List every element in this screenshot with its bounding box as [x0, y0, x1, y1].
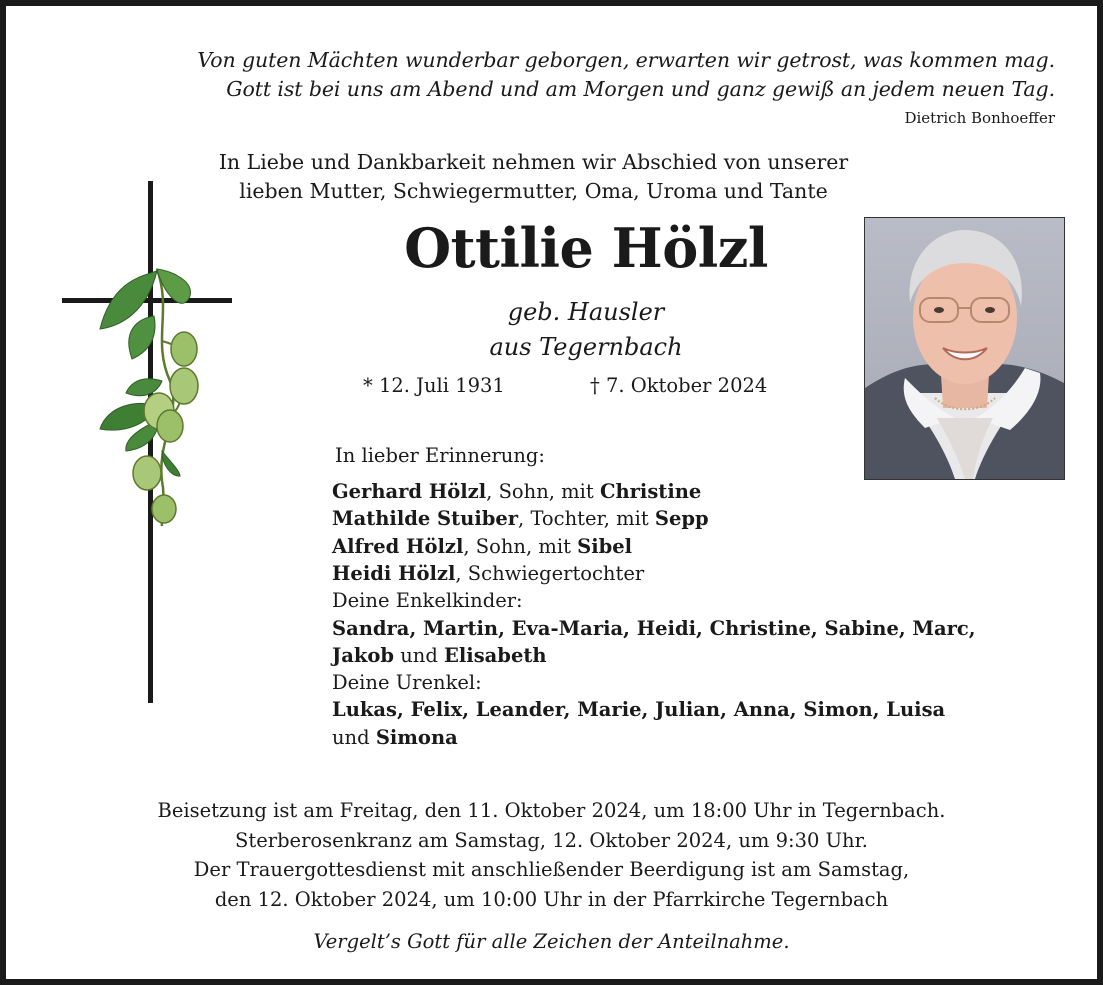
- thanks-line: Vergelt’s Gott für alle Zeichen der Anteilnahme.: [313, 930, 790, 953]
- relation: , Tochter, mit: [518, 507, 655, 531]
- grandchild-name: Jakob: [332, 643, 395, 667]
- death-date: † 7. Oktober 2024: [590, 374, 768, 397]
- great-grandchildren-label: Deine Urenkel:: [332, 671, 482, 695]
- relative-name: Heidi Hölzl: [332, 561, 456, 585]
- grandchildren-line: Sandra, Martin, Eva-Maria, Heidi, Christine, Sabine, Marc,: [332, 616, 976, 640]
- portrait-photo: [864, 217, 1065, 480]
- conjunction: und: [394, 643, 445, 667]
- partner-name: Sepp: [654, 507, 709, 531]
- funeral-details: [0, 796, 1103, 914]
- quote-author: Dietrich Bonhoeffer: [904, 109, 1055, 127]
- grandchildren-names: [332, 615, 976, 642]
- relation: , Schwiegertochter: [455, 561, 645, 585]
- relative-row: [332, 505, 709, 532]
- quote-line-2: Gott ist bei uns am Abend und am Morgen und ganz gewiß an jedem neuen Tag.: [226, 77, 1055, 101]
- relation: , Sohn, mit: [486, 480, 600, 503]
- relative-name: Mathilde Stuiber: [332, 507, 519, 531]
- quote-line-1: Von guten Mächten wunderbar geborgen, erwarten wir getrost, was kommen mag.: [197, 48, 1055, 72]
- relation: , Sohn, mit: [463, 534, 578, 558]
- partner-name: Christine: [599, 480, 702, 503]
- maiden-name: geb. Hausler: [507, 298, 665, 326]
- great-grandchild-name: Simona: [375, 725, 458, 749]
- deceased-name: Ottilie Hölzl: [404, 216, 768, 280]
- grandchildren-label: Deine Enkelkinder:: [332, 589, 523, 613]
- memory-heading: In lieber Erinnerung:: [335, 444, 545, 467]
- grandchildren-names-last: [332, 642, 547, 669]
- relative-row: [332, 478, 701, 505]
- great-grandchildren-line: Lukas, Felix, Leander, Marie, Julian, Anna, Simon, Luisa: [332, 698, 946, 722]
- birth-date: * 12. Juli 1931: [363, 374, 505, 397]
- partner-name: Sibel: [577, 534, 633, 558]
- origin: aus Tegernbach: [489, 333, 683, 361]
- relative-name: Alfred Hölzl: [332, 534, 464, 558]
- funeral-line-4: den 12. Oktober 2024, um 10:00 Uhr in der Pfarrkirche Tegernbach: [214, 887, 889, 911]
- relative-row: [332, 533, 632, 560]
- grandchild-name: Elisabeth: [444, 643, 547, 667]
- great-grandchildren-names-last: [332, 724, 458, 751]
- funeral-line-3: Der Trauergottesdienst mit anschließender Beerdigung ist am Samstag,: [193, 858, 910, 881]
- great-grandchildren-names: [332, 696, 945, 723]
- relative-name: Gerhard Hölzl: [332, 480, 487, 503]
- relative-row: [332, 560, 644, 587]
- cross-icon: [62, 181, 242, 706]
- funeral-line-1: Beisetzung ist am Freitag, den 11. Oktober 2024, um 18:00 Uhr in Tegernbach.: [157, 799, 946, 822]
- intro-line-2: lieben Mutter, Schwiegermutter, Oma, Uroma und Tante: [239, 179, 828, 203]
- conjunction: und: [332, 725, 376, 749]
- intro-line-1: In Liebe und Dankbarkeit nehmen wir Abschied von unserer: [218, 150, 849, 174]
- funeral-line-2: Sterberosenkranz am Samstag, 12. Oktober 2024, um 9:30 Uhr.: [235, 828, 868, 852]
